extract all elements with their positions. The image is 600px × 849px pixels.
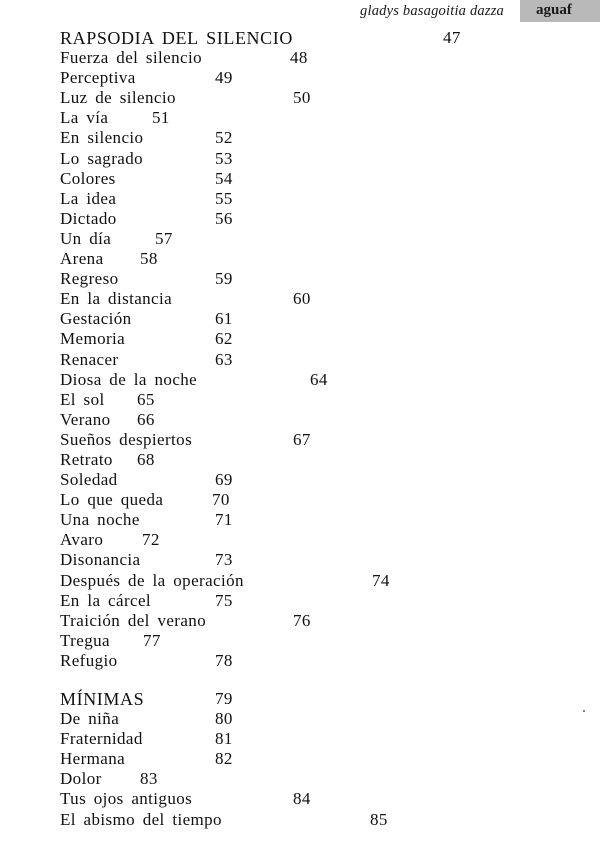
toc-entry [60,510,480,530]
page-number: 72 [142,530,160,550]
page-number: 71 [215,510,233,530]
page-number: 65 [137,389,155,409]
entry-title: Tus ojos antiguos [60,789,193,809]
toc-entry [60,769,480,789]
entry-title: El sol [60,389,105,409]
running-header: gladys basagoitia dazza [360,3,504,19]
page-number: 84 [293,789,311,809]
toc-entry [60,810,480,830]
entry-title: Dolor [60,769,102,789]
page-number: 49 [215,68,233,88]
entry-title: Un día [60,228,112,248]
toc-entry [60,749,480,769]
page-number: 83 [140,769,158,789]
page-number: 57 [155,228,173,248]
entry-title: Lo sagrado [60,148,144,168]
page-number: 68 [137,449,155,469]
entry-title: El abismo del tiempo [60,809,222,829]
entry-title: Fuerza del silencio [60,48,202,68]
toc-entry [60,571,480,591]
toc-entry [60,789,480,809]
entry-title: Luz de silencio [60,88,176,108]
entry-title: Gestación [60,309,132,329]
page-number: 85 [370,809,388,829]
toc-entry [60,490,480,510]
toc-entry [60,249,480,269]
page-number: 61 [215,309,233,329]
entry-title: Regreso [60,269,119,289]
toc-entry [60,269,480,289]
page-number: 67 [293,429,311,449]
entry-title: Fraternidad [60,729,143,749]
section-heading [60,689,480,709]
page-number: 56 [215,208,233,228]
page-number: 74 [372,570,390,590]
entry-title: Retrato [60,449,113,469]
toc-entry [60,350,480,370]
toc-entry [60,370,480,390]
toc-entry [60,88,480,108]
header-tab [520,0,600,22]
page-number: 62 [215,329,233,349]
section-title: RAPSODIA DEL SILENCIO [60,28,293,48]
entry-title: Colores [60,168,116,188]
toc-entry [60,189,480,209]
page-number: 54 [215,168,233,188]
toc-entry [60,430,480,450]
page-number: 69 [215,470,233,490]
page-number: 77 [143,630,161,650]
page-number: 81 [215,729,233,749]
toc-entry [60,209,480,229]
entry-title: Tregua [60,630,110,650]
section-heading [60,28,480,48]
entry-title: En la cárcel [60,590,152,610]
entry-title: En la distancia [60,289,173,309]
entry-title: La vía [60,108,109,128]
page-number: 79 [215,689,233,708]
entry-title: Lo que queda [60,490,164,510]
entry-title: Disonancia [60,550,141,570]
page-number: 73 [215,550,233,570]
toc-entry [60,149,480,169]
page-number: 58 [140,249,158,269]
toc-entry [60,591,480,611]
entry-title: Sueños despiertos [60,429,193,449]
page-number: 76 [293,610,311,630]
page-number: 80 [215,709,233,729]
page-number: 70 [212,490,230,510]
page-number: 63 [215,349,233,369]
toc-entry [60,550,480,570]
toc-entry [60,289,480,309]
entry-title: Refugio [60,650,118,670]
toc-entry [60,329,480,349]
toc-entry [60,611,480,631]
toc-entry [60,229,480,249]
entry-title: Después de la operación [60,570,244,590]
page-number: 48 [290,48,308,68]
toc-entry [60,309,480,329]
toc-entry [60,48,480,68]
margin-mark [583,710,585,712]
page-number: 82 [215,749,233,769]
toc-entry [60,470,480,490]
toc-entry [60,530,480,550]
page-number: 52 [215,128,233,148]
entry-title: Soledad [60,470,118,490]
page-number: 66 [137,409,155,429]
entry-title: Renacer [60,349,119,369]
entry-title: Hermana [60,749,126,769]
toc-entry [60,128,480,148]
entry-title: Diosa de la noche [60,369,198,389]
entry-title: Dictado [60,208,117,228]
toc-entry [60,709,480,729]
toc-entry [60,108,480,128]
entry-title: Arena [60,249,104,269]
header-tab-label: aguaf [536,2,572,18]
toc-entry [60,390,480,410]
page-number: 47 [443,28,461,47]
toc-entry [60,68,480,88]
toc-entry [60,729,480,749]
toc-entry [60,169,480,189]
toc-entry [60,410,480,430]
page-number: 64 [310,369,328,389]
page-number: 50 [293,88,311,108]
toc-section-rapsodia [60,28,480,671]
page-number: 75 [215,590,233,610]
entry-title: Avaro [60,530,104,550]
toc-entry [60,450,480,470]
toc-section-minimas [60,689,480,830]
entry-title: De niña [60,709,120,729]
toc-entry [60,631,480,651]
page-number: 55 [215,188,233,208]
toc-entry [60,651,480,671]
page-number: 60 [293,289,311,309]
entry-title: La idea [60,188,117,208]
page-number: 59 [215,269,233,289]
entry-title: Verano [60,409,111,429]
page-number: 51 [152,108,170,128]
section-title: MÍNIMAS [60,689,145,709]
entry-title: Una noche [60,510,140,530]
page-number: 78 [215,650,233,670]
entry-title: En silencio [60,128,144,148]
entry-title: Perceptiva [60,68,136,88]
entry-title: Traición del verano [60,610,207,630]
entry-title: Memoria [60,329,126,349]
page-number: 53 [215,148,233,168]
